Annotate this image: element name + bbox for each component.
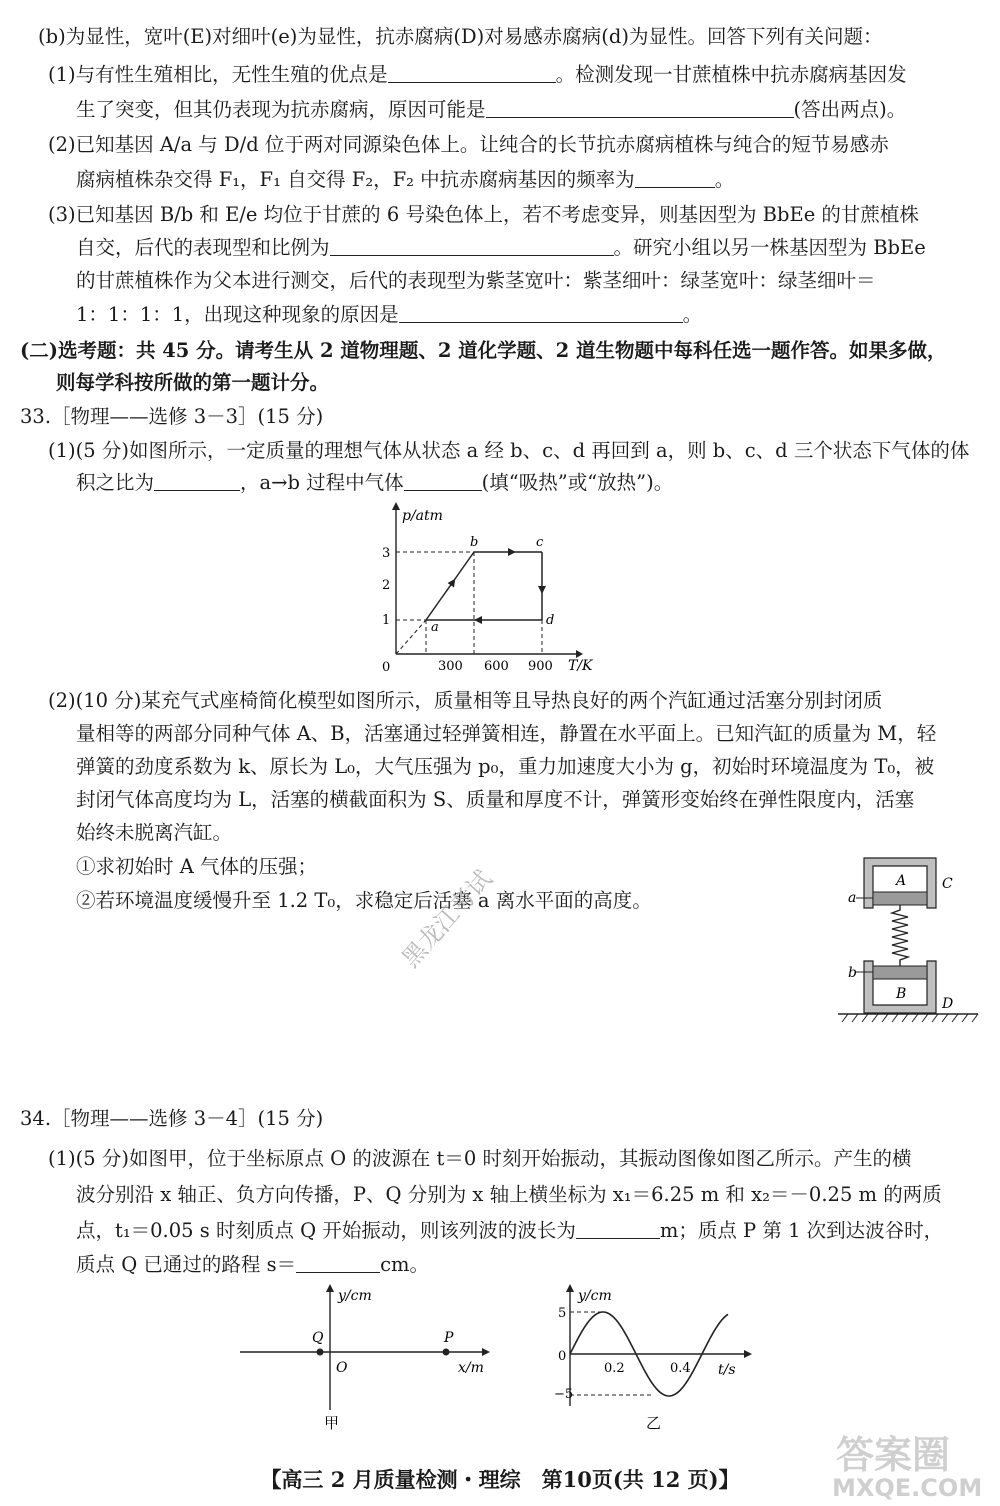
direction-arrow-icon — [446, 582, 453, 592]
question-heading: 34.［物理——选修 3－4］(15 分) — [20, 1107, 324, 1130]
text-line: (2)(10 分)某充气式座椅简化模型如图所示，质量相等且导热良好的两个汽缸通过活塞分别封闭质 — [48, 689, 883, 712]
text-segment: 自交，后代的表现型和比例为 — [76, 236, 330, 259]
text-segment: 。检测发现一甘蔗植株中抗赤腐病基因发 — [555, 63, 907, 86]
text-line: 波分别沿 x 轴正、负方向传播，P、Q 分别为 x 轴上横坐标为 x₁＝6.25 m 和 x₂＝－0.25 m 的两质 — [76, 1183, 942, 1206]
text-line: (2)已知基因 A/a 与 D/d 位于两对同源染色体上。让纯合的长节抗赤腐病植株与纯合的短节易感赤 — [48, 133, 889, 156]
text-line: (b)为显性，宽叶(E)对细叶(e)为显性，抗赤腐病(D)对易感赤腐病(d)为显性。回答下列有关问题： — [38, 25, 883, 48]
section-heading: 则每学科按所做的第一题计分。 — [56, 371, 330, 394]
text-line: (3)已知基因 B/b 和 E/e 均位于甘蔗的 6 号染色体上，若不考虑变异，则基因型为 BbEe 的甘蔗植株 — [48, 203, 919, 226]
text-line: ②若环境温度缓慢升至 1.2 T₀，求稳定后活塞 a 离水平面的高度。 — [76, 889, 652, 912]
text-line — [76, 233, 926, 263]
text-segment: (填“吸热”或“放热”)。 — [481, 471, 674, 494]
y-tick-label: 2 — [382, 578, 391, 593]
x-tick-label: 900 — [528, 659, 553, 674]
text-line: ①求初始时 A 气体的压强； — [76, 855, 317, 878]
corner-logo: 答案圈 — [836, 1433, 951, 1477]
x-axis-arrow-icon — [482, 1348, 490, 1356]
text-line — [76, 1250, 429, 1280]
extrapolation-line — [396, 620, 426, 654]
cylinder-spring-figure — [830, 848, 982, 1026]
piston-a-label: a — [848, 890, 857, 906]
gas-b-label: B — [896, 986, 907, 1002]
y-axis-arrow-icon — [566, 1284, 574, 1292]
answer-blank[interactable] — [296, 1252, 380, 1273]
wave-position-figure — [236, 1282, 496, 1432]
piston-a — [873, 892, 927, 905]
figure-caption: 乙 — [646, 1414, 662, 1432]
watermark-text: 黑龙江考试 — [396, 864, 498, 973]
x-axis-arrow-icon — [576, 650, 583, 658]
point-p — [443, 1349, 450, 1356]
t-tick-label: 0.2 — [604, 1361, 625, 1376]
point-p-label: P — [444, 1330, 454, 1346]
text-segment: 。研究小组以另一株基因型为 BbEe — [613, 236, 926, 259]
text-segment: 1：1：1：1，出现这种现象的原因是 — [76, 303, 399, 326]
y-tick-label: 1 — [382, 613, 391, 628]
text-segment: 。 — [714, 168, 735, 191]
text-line — [76, 95, 906, 125]
y-axis-label: y/cm — [338, 1288, 372, 1304]
answer-blank[interactable] — [399, 302, 683, 323]
text-segment: 。 — [682, 303, 703, 326]
origin-label: 0 — [558, 1349, 567, 1364]
text-line: (1)(5 分)如图所示，一定质量的理想气体从状态 a 经 b、c、d 再回到 a，则 b、c、d 三个状态下气体的体 — [48, 439, 970, 462]
text-line: 的甘蔗植株作为父本进行测交，后代的表现型为紫茎宽叶：紫茎细叶：绿茎宽叶：绿茎细叶＝ — [76, 269, 876, 292]
answer-blank[interactable] — [635, 167, 715, 188]
y-axis-arrow-icon — [392, 502, 400, 510]
section-heading: (二)选考题：共 45 分。请考生从 2 道物理题、2 道化学题、2 道生物题中每科任选一题作答。如果多做， — [20, 339, 947, 362]
text-line — [76, 165, 734, 195]
x-axis-label: x/m — [458, 1360, 484, 1376]
point-label-b: b — [470, 535, 479, 550]
cylinder-c-label: C — [942, 876, 953, 892]
text-segment: 点，t₁＝0.05 s 时刻质点 Q 开始振动，则该列波的波长为 — [76, 1219, 576, 1242]
text-segment: 生了突变，但其仍表现为抗赤腐病，原因可能是 — [76, 98, 486, 121]
text-segment: (答出两点)。 — [793, 98, 907, 121]
y-min-label: −5 — [554, 1387, 574, 1402]
text-line — [76, 1216, 943, 1246]
origin-label: 0 — [382, 660, 391, 675]
question-heading: 33.［物理——选修 3－3］(15 分) — [20, 405, 324, 428]
text-line: 量相等的两部分同种气体 A、B，活塞通过轻弹簧相连，静置在水平面上。已知汽缸的质量为 M，轻 — [76, 722, 937, 745]
point-q — [317, 1349, 324, 1356]
answer-blank[interactable] — [404, 470, 482, 491]
vibration-graph — [552, 1282, 758, 1432]
point-label-c: c — [536, 535, 544, 550]
text-segment: ，a→b 过程中气体 — [240, 471, 404, 494]
y-tick-label: 3 — [382, 546, 391, 561]
x-axis-label: T/K — [568, 658, 593, 674]
text-line — [76, 300, 702, 330]
text-line: 封闭气体高度均为 L，活塞的横截面积为 S、质量和厚度不计，弹簧形变始终在弹性限度内，活塞 — [76, 788, 915, 811]
piston-b — [873, 966, 927, 979]
corner-url: MXQE.COM — [832, 1474, 983, 1502]
text-line: 始终未脱离汽缸。 — [76, 821, 233, 844]
answer-blank[interactable] — [486, 97, 794, 118]
pressure-temperature-graph — [378, 500, 628, 678]
t-axis-label: t/s — [718, 1362, 736, 1378]
point-label-d: d — [546, 613, 555, 628]
text-segment: 质点 Q 已通过的路程 s＝ — [76, 1253, 297, 1276]
text-segment: 积之比为 — [76, 471, 155, 494]
y-axis-arrow-icon — [326, 1284, 334, 1292]
page-footer: 【高三 2 月质量检测・理综 第10页(共 12 页)】 — [260, 1467, 740, 1492]
text-line — [48, 60, 907, 90]
point-q-label: Q — [312, 1330, 324, 1346]
y-axis-label: p/atm — [402, 508, 443, 524]
answer-blank[interactable] — [330, 235, 614, 256]
piston-b-label: b — [848, 965, 857, 981]
y-axis-label: y/cm — [578, 1288, 612, 1304]
origin-label: O — [336, 1360, 348, 1376]
text-line — [76, 468, 673, 498]
ground-hatch — [842, 1014, 978, 1022]
text-segment: (1)与有性生殖相比，无性生殖的优点是 — [48, 63, 388, 86]
gas-a-label: A — [896, 873, 907, 889]
t-axis-arrow-icon — [744, 1350, 752, 1358]
figure-caption: 甲 — [324, 1414, 340, 1432]
text-line: (1)(5 分)如图甲，位于坐标原点 O 的波源在 t＝0 时刻开始振动，其振动图像如图乙所示。产生的横 — [48, 1147, 912, 1170]
text-segment: 腐病植株杂交得 F₁，F₁ 自交得 F₂，F₂ 中抗赤腐病基因的频率为 — [76, 168, 635, 191]
answer-blank[interactable] — [388, 62, 556, 83]
answer-blank[interactable] — [576, 1218, 660, 1239]
spring — [892, 905, 908, 966]
answer-blank[interactable] — [154, 470, 240, 491]
text-line: 弹簧的劲度系数为 k、原长为 L₀，大气压强为 p₀，重力加速度大小为 g，初始时环境温度为 T₀，被 — [76, 755, 935, 778]
t-tick-label: 0.4 — [670, 1361, 691, 1376]
cylinder-d-label: D — [942, 996, 954, 1012]
point-label-a: a — [431, 620, 439, 635]
text-segment: m；质点 P 第 1 次到达波谷时， — [659, 1219, 944, 1242]
x-tick-label: 600 — [484, 659, 509, 674]
y-max-label: 5 — [558, 1306, 567, 1321]
text-segment: cm。 — [380, 1253, 430, 1276]
x-tick-label: 300 — [438, 659, 463, 674]
